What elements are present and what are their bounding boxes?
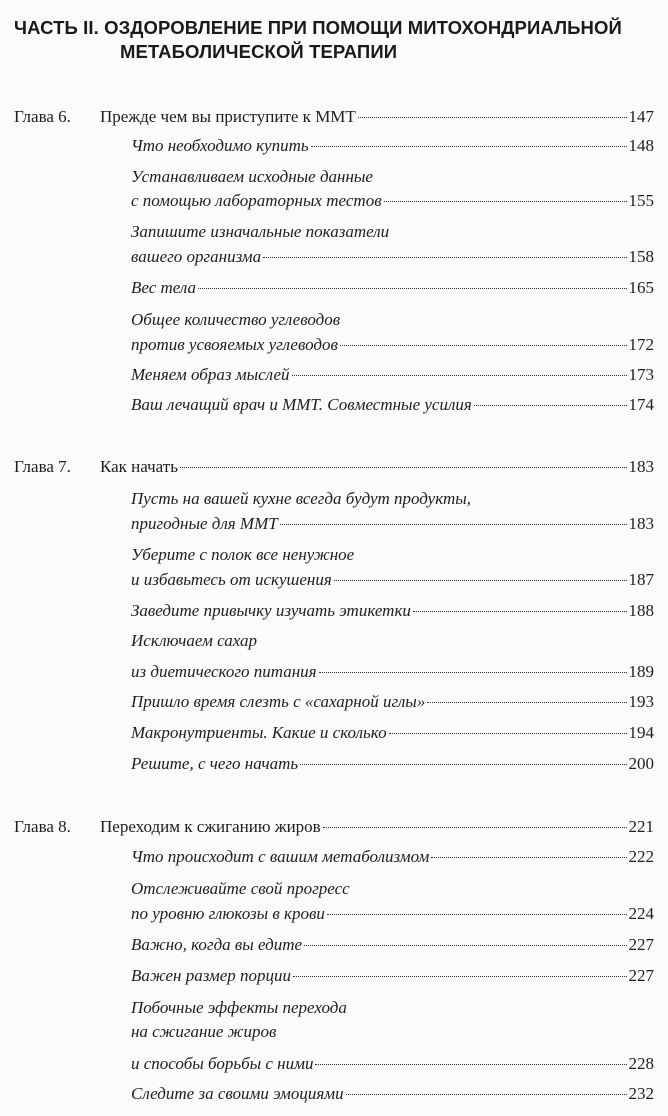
dot-leader: [319, 672, 627, 673]
page-number: 200: [628, 754, 654, 773]
dot-leader: [180, 467, 627, 468]
dot-leader: [474, 405, 627, 406]
toc-section-title: с помощью лабораторных тестов: [131, 191, 382, 210]
toc-chapter-title: Прежде чем вы приступите к ММТ: [100, 107, 356, 126]
toc-section-title: и способы борьбы с ними: [131, 1054, 314, 1073]
dot-leader: [323, 827, 627, 828]
toc-section-entry[interactable]: [131, 1050, 654, 1077]
dot-leader: [300, 764, 626, 765]
toc-section-title: Следите за своими эмоциями: [131, 1084, 344, 1103]
dot-leader: [358, 117, 627, 118]
toc-chapter-entry[interactable]: [100, 453, 654, 480]
toc-section-title-line: Исключаем сахар: [131, 631, 258, 650]
toc-section-title: Важно, когда вы едите: [131, 935, 303, 954]
toc-section-title: из диетического питания: [131, 662, 317, 681]
toc-section-title: вашего организма: [131, 247, 262, 266]
toc-section-title: Важен размер порции: [131, 966, 292, 985]
toc-section-title-line: Отслеживайте свой прогресс: [131, 879, 350, 898]
toc-section-entry[interactable]: [131, 132, 654, 159]
dot-leader: [334, 580, 627, 581]
toc-section-entry[interactable]: [131, 1080, 654, 1107]
dot-leader: [304, 945, 626, 946]
page-number: 148: [628, 136, 654, 155]
toc-section-title: Заведите привычку изучать этикетки: [131, 601, 411, 620]
page-number: 227: [628, 966, 654, 985]
toc-section-entry[interactable]: [131, 962, 654, 989]
toc-section-entry[interactable]: [131, 750, 654, 777]
toc-section-title-line: Пусть на вашей кухне всегда будут продукты,: [131, 489, 471, 508]
toc-section-title: против усвояемых углеводов: [131, 335, 338, 354]
toc-section-title: Ваш лечащий врач и ММТ. Совместные усилия: [131, 395, 472, 414]
page-number: 173: [628, 365, 654, 384]
page-number: 187: [628, 570, 654, 589]
toc-section-title-line: на сжигание жиров: [131, 1022, 277, 1041]
dot-leader: [280, 524, 627, 525]
toc-section-title: и избавьтесь от искушения: [131, 570, 332, 589]
toc-section-entry[interactable]: [131, 391, 654, 418]
toc-section-entry[interactable]: [131, 931, 654, 958]
toc-section-title: Что необходимо купить: [131, 136, 309, 155]
toc-section-title-line: Побочные эффекты перехода: [131, 998, 347, 1017]
toc-section-entry[interactable]: [131, 566, 654, 593]
page-number: 224: [628, 904, 654, 923]
dot-leader: [431, 857, 626, 858]
dot-leader: [346, 1094, 627, 1095]
toc-section-entry[interactable]: [131, 843, 654, 870]
chapter-label: Глава 7.: [14, 457, 71, 476]
toc-section-entry[interactable]: [131, 719, 654, 746]
toc-section-entry[interactable]: [131, 688, 654, 715]
page-number: 221: [628, 817, 654, 836]
page-number: 174: [628, 395, 654, 414]
toc-section-title: Что происходит с вашим метаболизмом: [131, 847, 430, 866]
toc-section-title-line: Устанавливаем исходные данные: [131, 167, 373, 186]
page-number: 193: [628, 692, 654, 711]
toc-section-title: Решите, с чего начать: [131, 754, 299, 773]
toc-section-title: Пришло время слезть с «сахарной иглы»: [131, 692, 426, 711]
toc-chapter-title: Как начать: [100, 457, 178, 476]
page-number: 228: [628, 1054, 654, 1073]
part-title-line-2: МЕТАБОЛИЧЕСКОЙ ТЕРАПИИ: [120, 41, 398, 62]
page-number: 183: [628, 457, 654, 476]
toc-section-title: Вес тела: [131, 278, 197, 297]
part-title: [14, 16, 654, 64]
dot-leader: [384, 201, 627, 202]
toc-section-entry[interactable]: [131, 331, 654, 358]
dot-leader: [327, 914, 627, 915]
dot-leader: [413, 611, 627, 612]
dot-leader: [389, 733, 627, 734]
toc-section-entry[interactable]: [131, 900, 654, 927]
page-number: 165: [628, 278, 654, 297]
page-number: 155: [628, 191, 654, 210]
chapter-label: Глава 6.: [14, 107, 71, 126]
page-number: 189: [628, 662, 654, 681]
toc-section-title: пригодные для ММТ: [131, 514, 278, 533]
page-number: 172: [628, 335, 654, 354]
dot-leader: [292, 375, 627, 376]
toc-section-entry[interactable]: [131, 243, 654, 270]
page-number: 188: [628, 601, 654, 620]
toc-chapter-entry[interactable]: [100, 103, 654, 130]
toc-section-entry[interactable]: [131, 510, 654, 537]
page-number: 222: [628, 847, 654, 866]
toc-section-title: по уровню глюкозы в крови: [131, 904, 325, 923]
toc-section-entry[interactable]: [131, 361, 654, 388]
dot-leader: [340, 345, 627, 346]
page-number: 147: [628, 107, 654, 126]
dot-leader: [293, 976, 626, 977]
toc-chapter-entry[interactable]: [100, 813, 654, 840]
toc-section-entry[interactable]: [131, 274, 654, 301]
dot-leader: [198, 288, 626, 289]
chapter-label: Глава 8.: [14, 817, 71, 836]
dot-leader: [263, 257, 626, 258]
toc-section-title: Макронутриенты. Какие и сколько: [131, 723, 387, 742]
dot-leader: [315, 1064, 626, 1065]
dot-leader: [427, 702, 626, 703]
toc-section-title-line: Запишите изначальные показатели: [131, 222, 390, 241]
toc-section-entry[interactable]: [131, 658, 654, 685]
toc-chapter-title: Переходим к сжиганию жиров: [100, 817, 321, 836]
toc-section-title-line: Общее количество углеводов: [131, 310, 341, 329]
page-number: 194: [628, 723, 654, 742]
page-number: 183: [628, 514, 654, 533]
page-number: 227: [628, 935, 654, 954]
toc-section-entry[interactable]: [131, 187, 654, 214]
dot-leader: [311, 146, 627, 147]
page-number: 158: [628, 247, 654, 266]
toc-section-title-line: Уберите с полок все ненужное: [131, 545, 355, 564]
page-number: 232: [628, 1084, 654, 1103]
toc-section-entry[interactable]: [131, 597, 654, 624]
part-title-line-1: ЧАСТЬ II. ОЗДОРОВЛЕНИЕ ПРИ ПОМОЩИ МИТОХОНДРИАЛЬНОЙ: [14, 17, 622, 38]
toc-section-title: Меняем образ мыслей: [131, 365, 290, 384]
